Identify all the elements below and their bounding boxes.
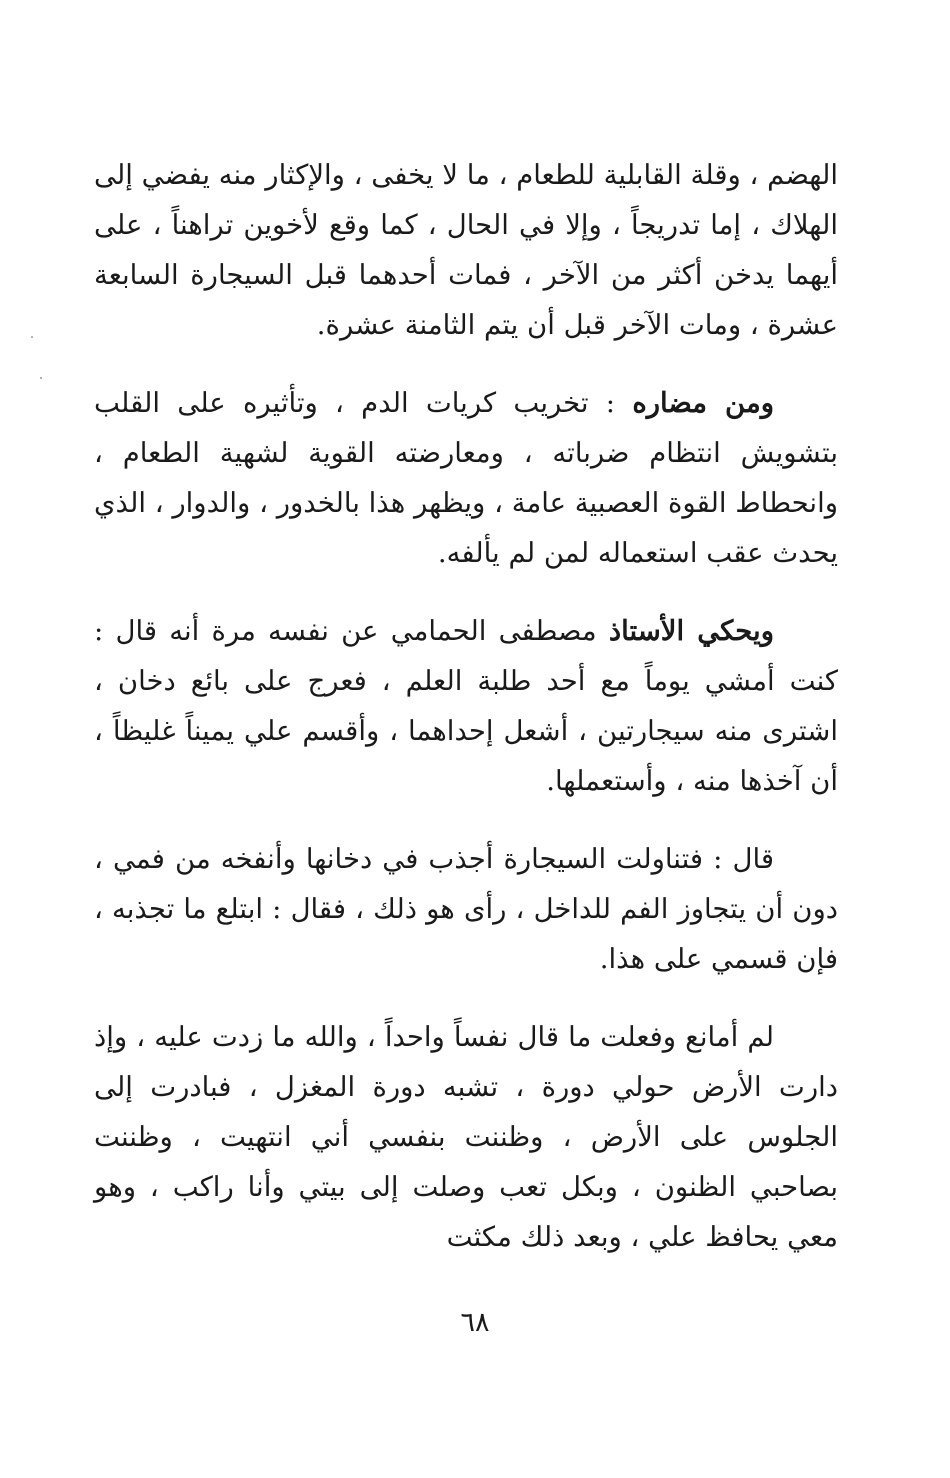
paragraph-5 [94, 1012, 838, 1262]
paragraph-2 [94, 378, 838, 578]
paragraph-2-lead: ومن مضاره [632, 387, 774, 419]
paragraph-3-lead: ويحكي الأستاذ [608, 615, 774, 647]
scan-speck [40, 377, 42, 379]
paragraph-2-text: : تخريب كريات الدم ، وتأثيره على القلب بتشويش انتظام ضرباته ، ومعارضته القوية لشهية الطعام ، وانحطاط القوة العصبية عامة ، ويظهر هذا بالخدور ، والدوار ، الذي يحدث عقب استعماله لمن لم يألفه. [94, 387, 838, 569]
paragraph-4 [94, 834, 838, 984]
paragraph-3 [94, 606, 838, 806]
page-body-text [94, 150, 838, 1262]
paragraph-1 [94, 150, 838, 350]
page-number: ٦٨ [460, 1307, 490, 1338]
paragraph-5-text: لم أمانع وفعلت ما قال نفساً واحداً ، والله ما زدت عليه ، وإذ دارت الأرض حولي دورة ، تشبه دورة المغزل ، فبادرت إلى الجلوس على الأرض ، وظننت بنفسي أني انتهيت ، وظننت بصاحبي الظنون ، وبكل تعب وصلت إلى بيتي وأنا راكب ، وهو معي يحافظ علي ، وبعد ذلك مكثت [94, 1021, 838, 1253]
paragraph-1-text: الهضم ، وقلة القابلية للطعام ، ما لا يخفى ، والإكثار منه يفضي إلى الهلاك ، إما تدريجاً ، وإلا في الحال ، كما وقع لأخوين تراهناً ، على أيهما يدخن أكثر من الآخر ، فمات أحدهما قبل السيجارة السابعة عشرة ، ومات الآخر قبل أن يتم الثامنة عشرة. [94, 159, 838, 341]
scan-speck [31, 336, 33, 338]
paragraph-3-text: مصطفى الحمامي عن نفسه مرة أنه قال : كنت أمشي يوماً مع أحد طلبة العلم ، فعرج على بائع دخان ، اشترى منه سيجارتين ، أشعل إحداهما ، وأقسم علي يميناً غليظاً ، أن آخذها منه ، وأستعملها. [94, 615, 838, 797]
paragraph-4-text: قال : فتناولت السيجارة أجذب في دخانها وأنفخه من فمي ، دون أن يتجاوز الفم للداخل ، رأى هو ذلك ، فقال : ابتلع ما تجذبه ، فإن قسمي على هذا. [94, 843, 838, 975]
